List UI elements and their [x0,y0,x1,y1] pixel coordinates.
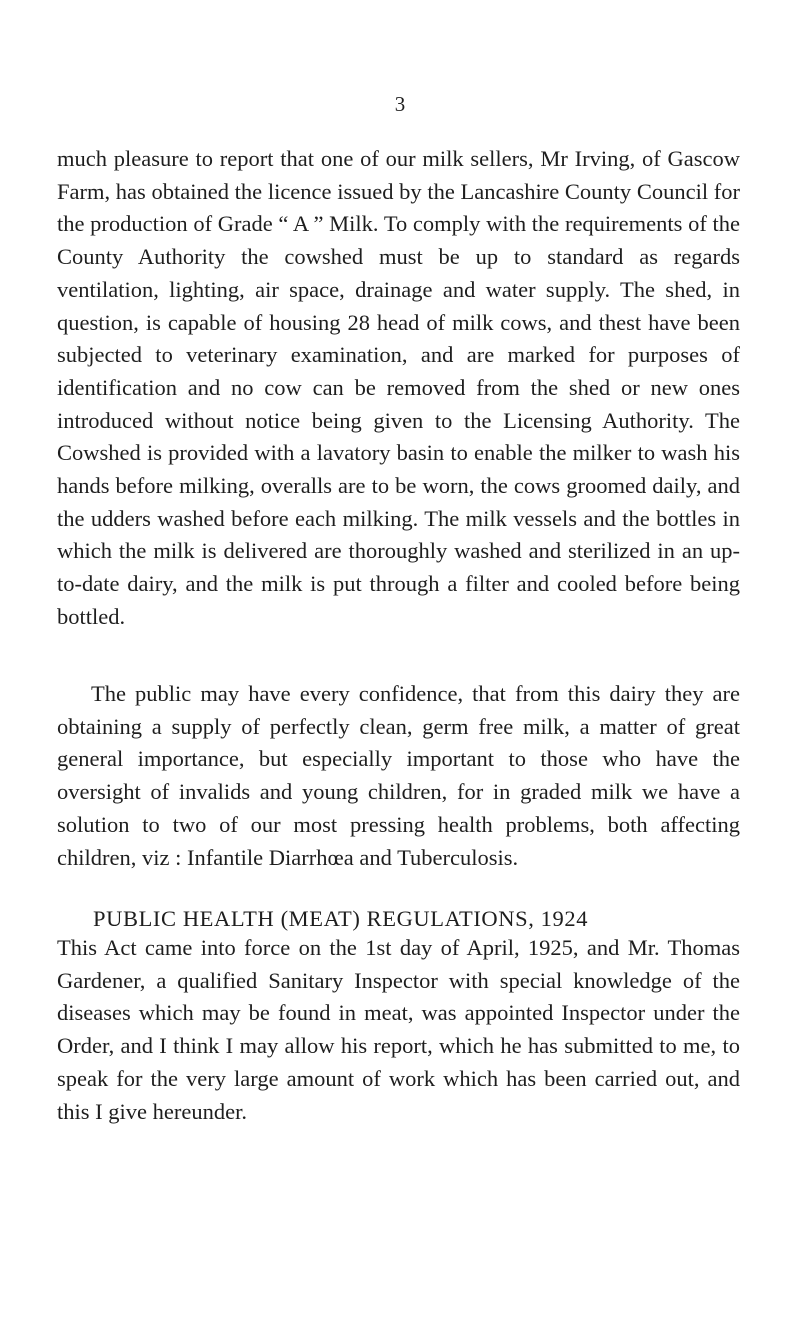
paragraph-text: The public may have every confidence, that from this dairy they are obtaining a supply of perfectly clean, germ free milk, a matter of great general importance, but especially important to those who have the oversight of invalids and young children, for in graded milk we have a solution to two of our most pressing health problems, both affecting children, viz : Infantile Diarrhœa and Tuberculosis. [57,681,740,870]
body-paragraph-milk-licence [57,143,740,634]
body-paragraph-meat-regulations [57,932,740,1128]
section-heading: PUBLIC HEALTH (MEAT) REGULATIONS, 1924 [93,906,589,931]
paragraph-text: much pleasure to report that one of our milk sellers, Mr Irving, of Gascow Farm, has obtained the licence issued by the Lancashire County Council for the production of Grade “ A ” Milk. To comply with the requirements of the County Authority the cowshed must be up to standard as regards ventilation, lighting, air space, drainage and water supply. The shed, in question, is capable of housing 28 head of milk cows, and thest have been subjected to veterinary examination, and are marked for purposes of identification and no cow can be removed from the shed or new ones introduced without notice being given to the Licensing Authority. The Cowshed is provided with a lavatory basin to enable the milker to wash his hands before milking, overalls are to be worn, the cows groomed daily, and the udders washed before each milking. The milk vessels and the bottles in which the milk is delivered are thoroughly washed and sterilized in an up-to-date dairy, and the milk is put through a filter and cooled before being bottled. [57,146,740,629]
paragraph-text: This Act came into force on the 1st day of April, 1925, and Mr. Thomas Gardener, a qualified Sanitary Inspector with special knowledge of the diseases which may be found in meat, was appointed Inspector under the Order, and I think I may allow his report, which he has submitted to me, to speak for the very large amount of work which has been carried out, and this I give hereunder. [57,935,740,1124]
body-paragraph-public-confidence [57,678,740,874]
page-number: 3 [394,92,406,116]
